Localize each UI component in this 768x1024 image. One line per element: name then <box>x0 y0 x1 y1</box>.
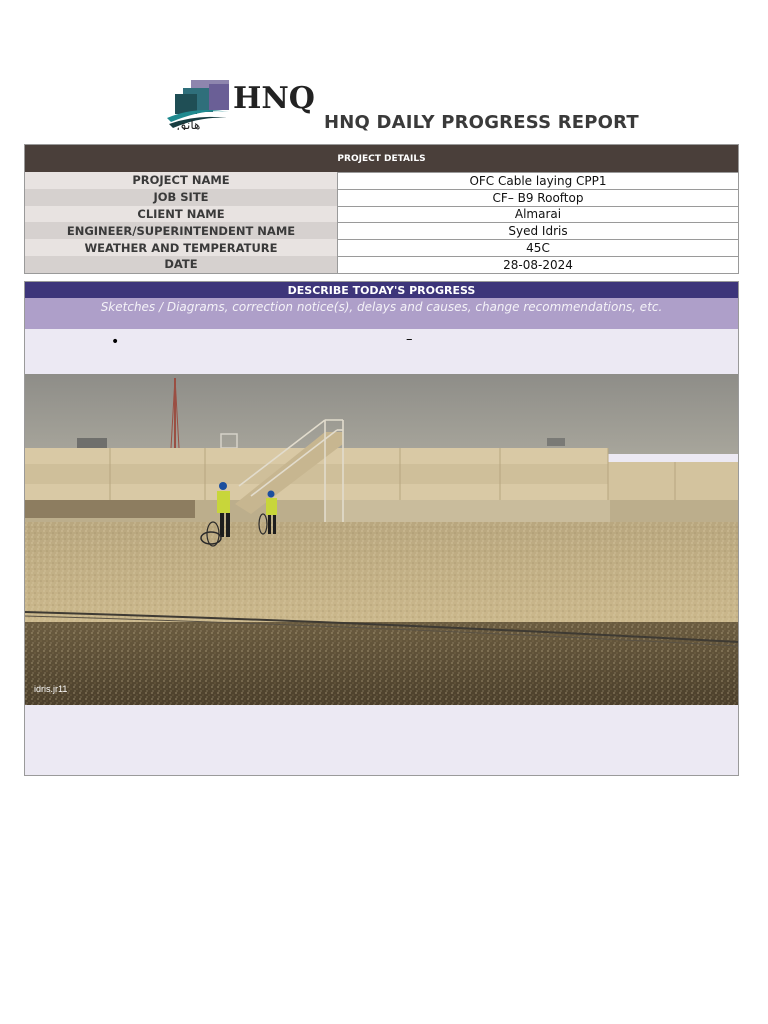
row-label: JOB SITE <box>25 189 337 206</box>
site-photo <box>25 374 738 705</box>
report-title: HNQ DAILY PROGRESS REPORT <box>324 112 639 133</box>
row-value: 45C <box>337 239 738 256</box>
table-row <box>25 189 738 206</box>
dash-mark: – <box>406 332 413 347</box>
logo-arabic-text: هانق <box>177 118 201 130</box>
row-value: OFC Cable laying CPP1 <box>337 172 738 189</box>
photo-watermark: idris.jr11 <box>34 684 68 694</box>
row-label: CLIENT NAME <box>25 206 337 223</box>
svg-text:HNQ: HNQ <box>233 81 315 116</box>
table-row <box>25 206 738 223</box>
row-label: WEATHER AND TEMPERATURE <box>25 239 337 256</box>
row-value: Almarai <box>337 206 738 223</box>
company-logo <box>165 78 325 130</box>
table-row <box>25 172 738 189</box>
row-label: DATE <box>25 256 337 273</box>
project-details-table <box>24 144 739 274</box>
progress-notes <box>25 329 738 374</box>
bullet-point: • <box>111 334 120 350</box>
progress-header: DESCRIBE TODAY'S PROGRESS <box>25 282 738 298</box>
project-details-header: PROJECT DETAILS <box>25 145 738 172</box>
table-row <box>25 256 738 273</box>
row-label: ENGINEER/SUPERINTENDENT NAME <box>25 222 337 239</box>
row-value: Syed Idris <box>337 222 738 239</box>
progress-subtitle: Sketches / Diagrams, correction notice(s), delays and causes, change recommendations, etc. <box>25 298 738 329</box>
row-value: 28-08-2024 <box>337 256 738 273</box>
progress-section <box>24 281 739 776</box>
row-label: PROJECT NAME <box>25 172 337 189</box>
table-row <box>25 222 738 239</box>
row-value: CF– B9 Rooftop <box>337 189 738 206</box>
table-row <box>25 239 738 256</box>
